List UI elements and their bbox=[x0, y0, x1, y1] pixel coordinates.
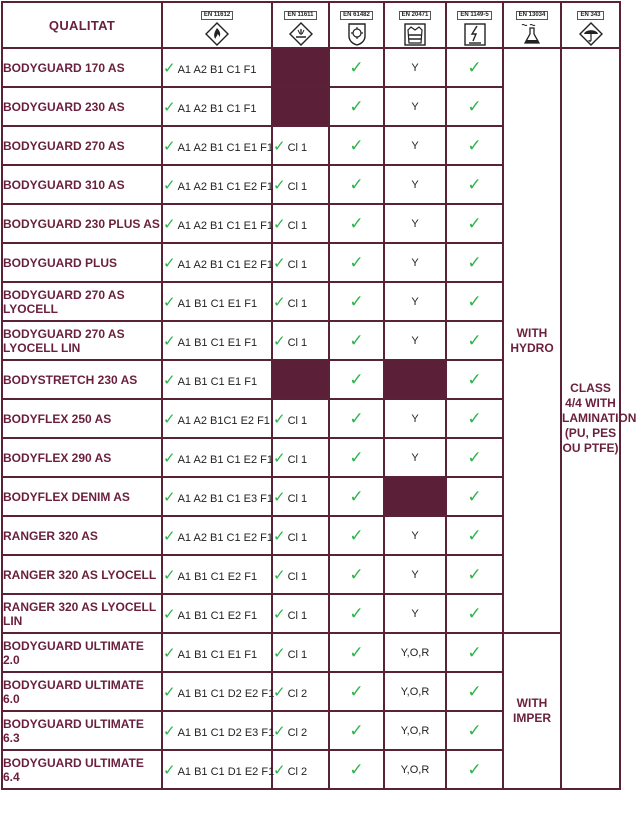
check-icon: ✓ bbox=[467, 291, 482, 311]
table-row bbox=[2, 48, 620, 87]
check-icon: ✓ bbox=[163, 449, 176, 467]
en11612-rating bbox=[162, 516, 272, 555]
en61482-check bbox=[329, 204, 384, 243]
check-icon: ✓ bbox=[349, 57, 364, 77]
en20471-value: Y bbox=[384, 126, 446, 165]
table-row bbox=[2, 633, 620, 672]
en11611-value: Cl 1 bbox=[287, 336, 308, 349]
en61482-check bbox=[329, 594, 384, 633]
en11612-rating bbox=[162, 282, 272, 321]
header-en20471 bbox=[384, 2, 446, 48]
standard-code: EN 1149-5 bbox=[457, 11, 491, 20]
en11612-value: A1 B1 C1 E1 F1 bbox=[177, 336, 258, 349]
product-name: BODYGUARD 270 AS bbox=[2, 126, 162, 165]
product-name: RANGER 320 AS LYOCELL bbox=[2, 555, 162, 594]
en61482-check bbox=[329, 711, 384, 750]
en11612-value: A1 B1 C1 D1 E2 F1 bbox=[177, 765, 275, 778]
standard-code: EN 343 bbox=[577, 11, 603, 20]
check-icon: ✓ bbox=[467, 369, 482, 389]
product-name: RANGER 320 AS LYOCELL LIN bbox=[2, 594, 162, 633]
en1149-check bbox=[446, 750, 503, 789]
en11611-value: Cl 1 bbox=[287, 180, 308, 193]
en11612-rating bbox=[162, 399, 272, 438]
en11612-value: A1 A2 B1 C1 E2 F1 bbox=[177, 180, 273, 193]
en11612-rating bbox=[162, 555, 272, 594]
en61482-check bbox=[329, 633, 384, 672]
check-icon: ✓ bbox=[163, 293, 176, 311]
en1149-check bbox=[446, 126, 503, 165]
product-name: BODYGUARD 230 PLUS AS bbox=[2, 204, 162, 243]
en20471-value: Y,O,R bbox=[384, 672, 446, 711]
check-icon: ✓ bbox=[273, 683, 286, 701]
check-icon: ✓ bbox=[349, 369, 364, 389]
en11612-rating bbox=[162, 438, 272, 477]
en11611-rating bbox=[272, 126, 329, 165]
header-en11612 bbox=[162, 2, 272, 48]
en11611-value: Cl 1 bbox=[287, 297, 308, 310]
en11611-rating bbox=[272, 594, 329, 633]
check-icon: ✓ bbox=[163, 176, 176, 194]
en11611-value: Cl 1 bbox=[287, 414, 308, 427]
en1149-check bbox=[446, 477, 503, 516]
en11612-rating bbox=[162, 633, 272, 672]
check-icon: ✓ bbox=[273, 605, 286, 623]
en61482-check bbox=[329, 477, 384, 516]
check-icon: ✓ bbox=[467, 720, 482, 740]
en11611-not-applicable bbox=[272, 87, 329, 126]
en11612-value: A1 A2 B1 C1 F1 bbox=[177, 63, 257, 76]
en1149-check bbox=[446, 360, 503, 399]
check-icon: ✓ bbox=[349, 447, 364, 467]
check-icon: ✓ bbox=[467, 252, 482, 272]
en1149-check bbox=[446, 204, 503, 243]
check-icon: ✓ bbox=[467, 681, 482, 701]
check-icon: ✓ bbox=[163, 683, 176, 701]
check-icon: ✓ bbox=[273, 761, 286, 779]
check-icon: ✓ bbox=[273, 449, 286, 467]
check-icon: ✓ bbox=[349, 174, 364, 194]
en11612-value: A1 A2 B1 C1 E1 F1 bbox=[177, 219, 273, 232]
check-icon: ✓ bbox=[273, 488, 286, 506]
en11612-rating bbox=[162, 126, 272, 165]
check-icon: ✓ bbox=[467, 759, 482, 779]
check-icon: ✓ bbox=[349, 96, 364, 116]
en11612-value: A1 A2 B1 C1 E2 F1 bbox=[177, 453, 273, 466]
en11611-rating bbox=[272, 516, 329, 555]
check-icon: ✓ bbox=[349, 564, 364, 584]
en11611-rating bbox=[272, 243, 329, 282]
check-icon: ✓ bbox=[163, 254, 176, 272]
check-icon: ✓ bbox=[163, 59, 176, 77]
check-icon: ✓ bbox=[467, 447, 482, 467]
certification-table bbox=[1, 1, 636, 790]
check-icon: ✓ bbox=[163, 371, 176, 389]
check-icon: ✓ bbox=[349, 213, 364, 233]
en11611-not-applicable bbox=[272, 48, 329, 87]
check-icon: ✓ bbox=[467, 564, 482, 584]
en11611-rating bbox=[272, 399, 329, 438]
check-icon: ✓ bbox=[349, 486, 364, 506]
check-icon: ✓ bbox=[349, 408, 364, 428]
product-name: RANGER 320 AS bbox=[2, 516, 162, 555]
en11611-value: Cl 1 bbox=[287, 219, 308, 232]
en11611-value: Cl 2 bbox=[287, 687, 308, 700]
en1149-check bbox=[446, 672, 503, 711]
check-icon: ✓ bbox=[273, 527, 286, 545]
check-icon: ✓ bbox=[163, 761, 176, 779]
standard-code: EN 20471 bbox=[399, 11, 432, 20]
en11612-rating bbox=[162, 750, 275, 789]
check-icon: ✓ bbox=[273, 722, 286, 740]
en61482-check bbox=[329, 321, 384, 360]
en11612-rating bbox=[162, 594, 272, 633]
en11611-rating bbox=[272, 633, 329, 672]
en61482-check bbox=[329, 87, 384, 126]
high-visibility-vest-icon bbox=[402, 21, 428, 47]
check-icon: ✓ bbox=[273, 215, 286, 233]
check-icon: ✓ bbox=[273, 566, 286, 584]
en11611-value: Cl 2 bbox=[287, 726, 308, 739]
en20471-value: Y,O,R bbox=[384, 711, 446, 750]
en11612-value: A1 B1 C1 E2 F1 bbox=[177, 609, 258, 622]
en61482-check bbox=[329, 243, 384, 282]
en11611-rating bbox=[272, 711, 329, 750]
check-icon: ✓ bbox=[163, 215, 176, 233]
en11611-rating bbox=[272, 204, 329, 243]
en11612-value: A1 A2 B1C1 E2 F1 bbox=[177, 414, 270, 427]
check-icon: ✓ bbox=[273, 254, 286, 272]
check-icon: ✓ bbox=[467, 330, 482, 350]
check-icon: ✓ bbox=[349, 291, 364, 311]
imper-note: WITH IMPER bbox=[503, 633, 561, 789]
product-name: BODYGUARD 170 AS bbox=[2, 48, 162, 87]
certification-table-container bbox=[1, 1, 636, 822]
product-name: BODYGUARD ULTIMATE 6.3 bbox=[2, 711, 162, 750]
product-name: BODYFLEX 250 AS bbox=[2, 399, 162, 438]
en11612-rating bbox=[162, 321, 272, 360]
en11611-rating bbox=[272, 321, 329, 360]
en11612-value: A1 A2 B1 C1 F1 bbox=[177, 102, 257, 115]
antistatic-icon bbox=[462, 21, 488, 47]
product-name: BODYGUARD 270 AS LYOCELL bbox=[2, 282, 162, 321]
check-icon: ✓ bbox=[349, 603, 364, 623]
en20471-value: Y bbox=[384, 516, 446, 555]
en1149-check bbox=[446, 48, 503, 87]
en11611-value: Cl 1 bbox=[287, 609, 308, 622]
check-icon: ✓ bbox=[467, 213, 482, 233]
en20471-value: Y bbox=[384, 321, 446, 360]
en11612-value: A1 A2 B1 C1 E3 F1 bbox=[177, 492, 273, 505]
check-icon: ✓ bbox=[467, 525, 482, 545]
en11611-value: Cl 1 bbox=[287, 258, 308, 271]
en61482-check bbox=[329, 750, 384, 789]
lamination-class-note: CLASS 4/4 WITH LAMINATION (PU, PES OU PTFE) bbox=[561, 48, 620, 789]
check-icon: ✓ bbox=[467, 135, 482, 155]
header-en11611 bbox=[272, 2, 329, 48]
en1149-check bbox=[446, 711, 503, 750]
product-name: BODYGUARD ULTIMATE 6.4 bbox=[2, 750, 162, 789]
en20471-value: Y bbox=[384, 594, 446, 633]
en20471-value: Y bbox=[384, 48, 446, 87]
en20471-value: Y bbox=[384, 282, 446, 321]
en11612-value: A1 B1 C1 D2 E3 F1 bbox=[177, 726, 275, 739]
check-icon: ✓ bbox=[273, 137, 286, 155]
check-icon: ✓ bbox=[349, 642, 364, 662]
en11612-rating bbox=[162, 672, 275, 711]
en11611-value: Cl 1 bbox=[287, 570, 308, 583]
standard-code: EN 13034 bbox=[516, 11, 549, 20]
check-icon: ✓ bbox=[163, 137, 176, 155]
en61482-check bbox=[329, 282, 384, 321]
check-icon: ✓ bbox=[467, 408, 482, 428]
product-name: BODYGUARD ULTIMATE 6.0 bbox=[2, 672, 162, 711]
product-name: BODYGUARD ULTIMATE 2.0 bbox=[2, 633, 162, 672]
en61482-check bbox=[329, 438, 384, 477]
en11612-rating bbox=[162, 87, 272, 126]
hydro-note: WITH HYDRO bbox=[503, 48, 561, 633]
check-icon: ✓ bbox=[349, 681, 364, 701]
en1149-check bbox=[446, 555, 503, 594]
en11612-value: A1 A2 B1 C1 E2 F1 bbox=[177, 258, 273, 271]
en11612-rating bbox=[162, 711, 275, 750]
en11612-rating bbox=[162, 477, 272, 516]
header-en13034 bbox=[503, 2, 561, 48]
en1149-check bbox=[446, 87, 503, 126]
en11612-rating bbox=[162, 243, 272, 282]
check-icon: ✓ bbox=[467, 486, 482, 506]
product-name: BODYFLEX 290 AS bbox=[2, 438, 162, 477]
en11611-rating bbox=[272, 555, 329, 594]
check-icon: ✓ bbox=[163, 98, 176, 116]
en1149-check bbox=[446, 516, 503, 555]
header-row bbox=[2, 2, 620, 48]
en11611-rating bbox=[272, 165, 329, 204]
en11612-rating bbox=[162, 48, 272, 87]
en1149-check bbox=[446, 282, 503, 321]
standard-code: EN 11611 bbox=[284, 11, 316, 20]
chemical-flask-icon bbox=[519, 21, 545, 47]
en61482-check bbox=[329, 48, 384, 87]
umbrella-rain-icon bbox=[578, 21, 604, 47]
en20471-not-applicable bbox=[384, 360, 446, 399]
check-icon: ✓ bbox=[273, 176, 286, 194]
product-name: BODYFLEX DENIM AS bbox=[2, 477, 162, 516]
check-icon: ✓ bbox=[273, 293, 286, 311]
check-icon: ✓ bbox=[163, 722, 176, 740]
header-en61482 bbox=[329, 2, 384, 48]
en11612-value: A1 B1 C1 E1 F1 bbox=[177, 297, 258, 310]
en11611-value: Cl 1 bbox=[287, 492, 308, 505]
en11612-value: A1 B1 C1 E1 F1 bbox=[177, 648, 258, 661]
en11611-value: Cl 2 bbox=[287, 765, 308, 778]
standard-code: EN 61482 bbox=[340, 11, 373, 20]
en11611-rating bbox=[272, 477, 329, 516]
check-icon: ✓ bbox=[163, 488, 176, 506]
check-icon: ✓ bbox=[163, 332, 176, 350]
check-icon: ✓ bbox=[163, 605, 176, 623]
product-name: BODYGUARD 230 AS bbox=[2, 87, 162, 126]
check-icon: ✓ bbox=[163, 644, 176, 662]
check-icon: ✓ bbox=[349, 525, 364, 545]
en20471-value: Y bbox=[384, 438, 446, 477]
en61482-check bbox=[329, 165, 384, 204]
en61482-check bbox=[329, 516, 384, 555]
check-icon: ✓ bbox=[349, 720, 364, 740]
check-icon: ✓ bbox=[349, 759, 364, 779]
product-name: BODYGUARD PLUS bbox=[2, 243, 162, 282]
en1149-check bbox=[446, 399, 503, 438]
standard-code: EN 11612 bbox=[201, 11, 233, 20]
en61482-check bbox=[329, 399, 384, 438]
en20471-value: Y bbox=[384, 87, 446, 126]
en20471-value: Y bbox=[384, 555, 446, 594]
electric-arc-icon bbox=[344, 21, 370, 47]
en61482-check bbox=[329, 126, 384, 165]
check-icon: ✓ bbox=[163, 566, 176, 584]
en11611-not-applicable bbox=[272, 360, 329, 399]
en20471-value: Y,O,R bbox=[384, 750, 446, 789]
en11612-value: A1 B1 C1 D2 E2 F1 bbox=[177, 687, 275, 700]
en11611-value: Cl 1 bbox=[287, 453, 308, 466]
header-en343 bbox=[561, 2, 620, 48]
en1149-check bbox=[446, 438, 503, 477]
en20471-value: Y,O,R bbox=[384, 633, 446, 672]
check-icon: ✓ bbox=[349, 330, 364, 350]
check-icon: ✓ bbox=[467, 174, 482, 194]
en61482-check bbox=[329, 360, 384, 399]
en11612-value: A1 B1 C1 E2 F1 bbox=[177, 570, 258, 583]
en11611-rating bbox=[272, 438, 329, 477]
en61482-check bbox=[329, 672, 384, 711]
quality-column-header: QUALITAT bbox=[2, 2, 162, 48]
flame-icon bbox=[204, 21, 230, 47]
product-name: BODYSTRETCH 230 AS bbox=[2, 360, 162, 399]
check-icon: ✓ bbox=[467, 603, 482, 623]
en11612-value: A1 B1 C1 E1 F1 bbox=[177, 375, 258, 388]
en11611-rating bbox=[272, 672, 329, 711]
en11611-value: Cl 1 bbox=[287, 648, 308, 661]
en11612-rating bbox=[162, 360, 272, 399]
en11612-rating bbox=[162, 165, 272, 204]
en20471-value: Y bbox=[384, 243, 446, 282]
en11612-value: A1 A2 B1 C1 E1 F1 bbox=[177, 141, 273, 154]
en1149-check bbox=[446, 243, 503, 282]
check-icon: ✓ bbox=[273, 332, 286, 350]
check-icon: ✓ bbox=[163, 527, 176, 545]
check-icon: ✓ bbox=[349, 135, 364, 155]
check-icon: ✓ bbox=[467, 57, 482, 77]
product-name: BODYGUARD 310 AS bbox=[2, 165, 162, 204]
check-icon: ✓ bbox=[273, 644, 286, 662]
check-icon: ✓ bbox=[349, 252, 364, 272]
check-icon: ✓ bbox=[467, 96, 482, 116]
en11611-rating bbox=[272, 282, 329, 321]
en1149-check bbox=[446, 165, 503, 204]
check-icon: ✓ bbox=[163, 410, 176, 428]
en11612-rating bbox=[162, 204, 272, 243]
welding-icon bbox=[288, 21, 314, 47]
en11612-value: A1 A2 B1 C1 E2 F1 bbox=[177, 531, 273, 544]
en1149-check bbox=[446, 594, 503, 633]
product-name: BODYGUARD 270 AS LYOCELL LIN bbox=[2, 321, 162, 360]
en20471-value: Y bbox=[384, 399, 446, 438]
en11611-rating bbox=[272, 750, 329, 789]
product-rows bbox=[2, 48, 636, 789]
en61482-check bbox=[329, 555, 384, 594]
en1149-check bbox=[446, 321, 503, 360]
en11611-value: Cl 1 bbox=[287, 531, 308, 544]
header-en1149-5 bbox=[446, 2, 503, 48]
check-icon: ✓ bbox=[273, 410, 286, 428]
en20471-value: Y bbox=[384, 204, 446, 243]
en20471-value: Y bbox=[384, 165, 446, 204]
check-icon: ✓ bbox=[467, 642, 482, 662]
en20471-not-applicable bbox=[384, 477, 446, 516]
en11611-value: Cl 1 bbox=[287, 141, 308, 154]
en1149-check bbox=[446, 633, 503, 672]
